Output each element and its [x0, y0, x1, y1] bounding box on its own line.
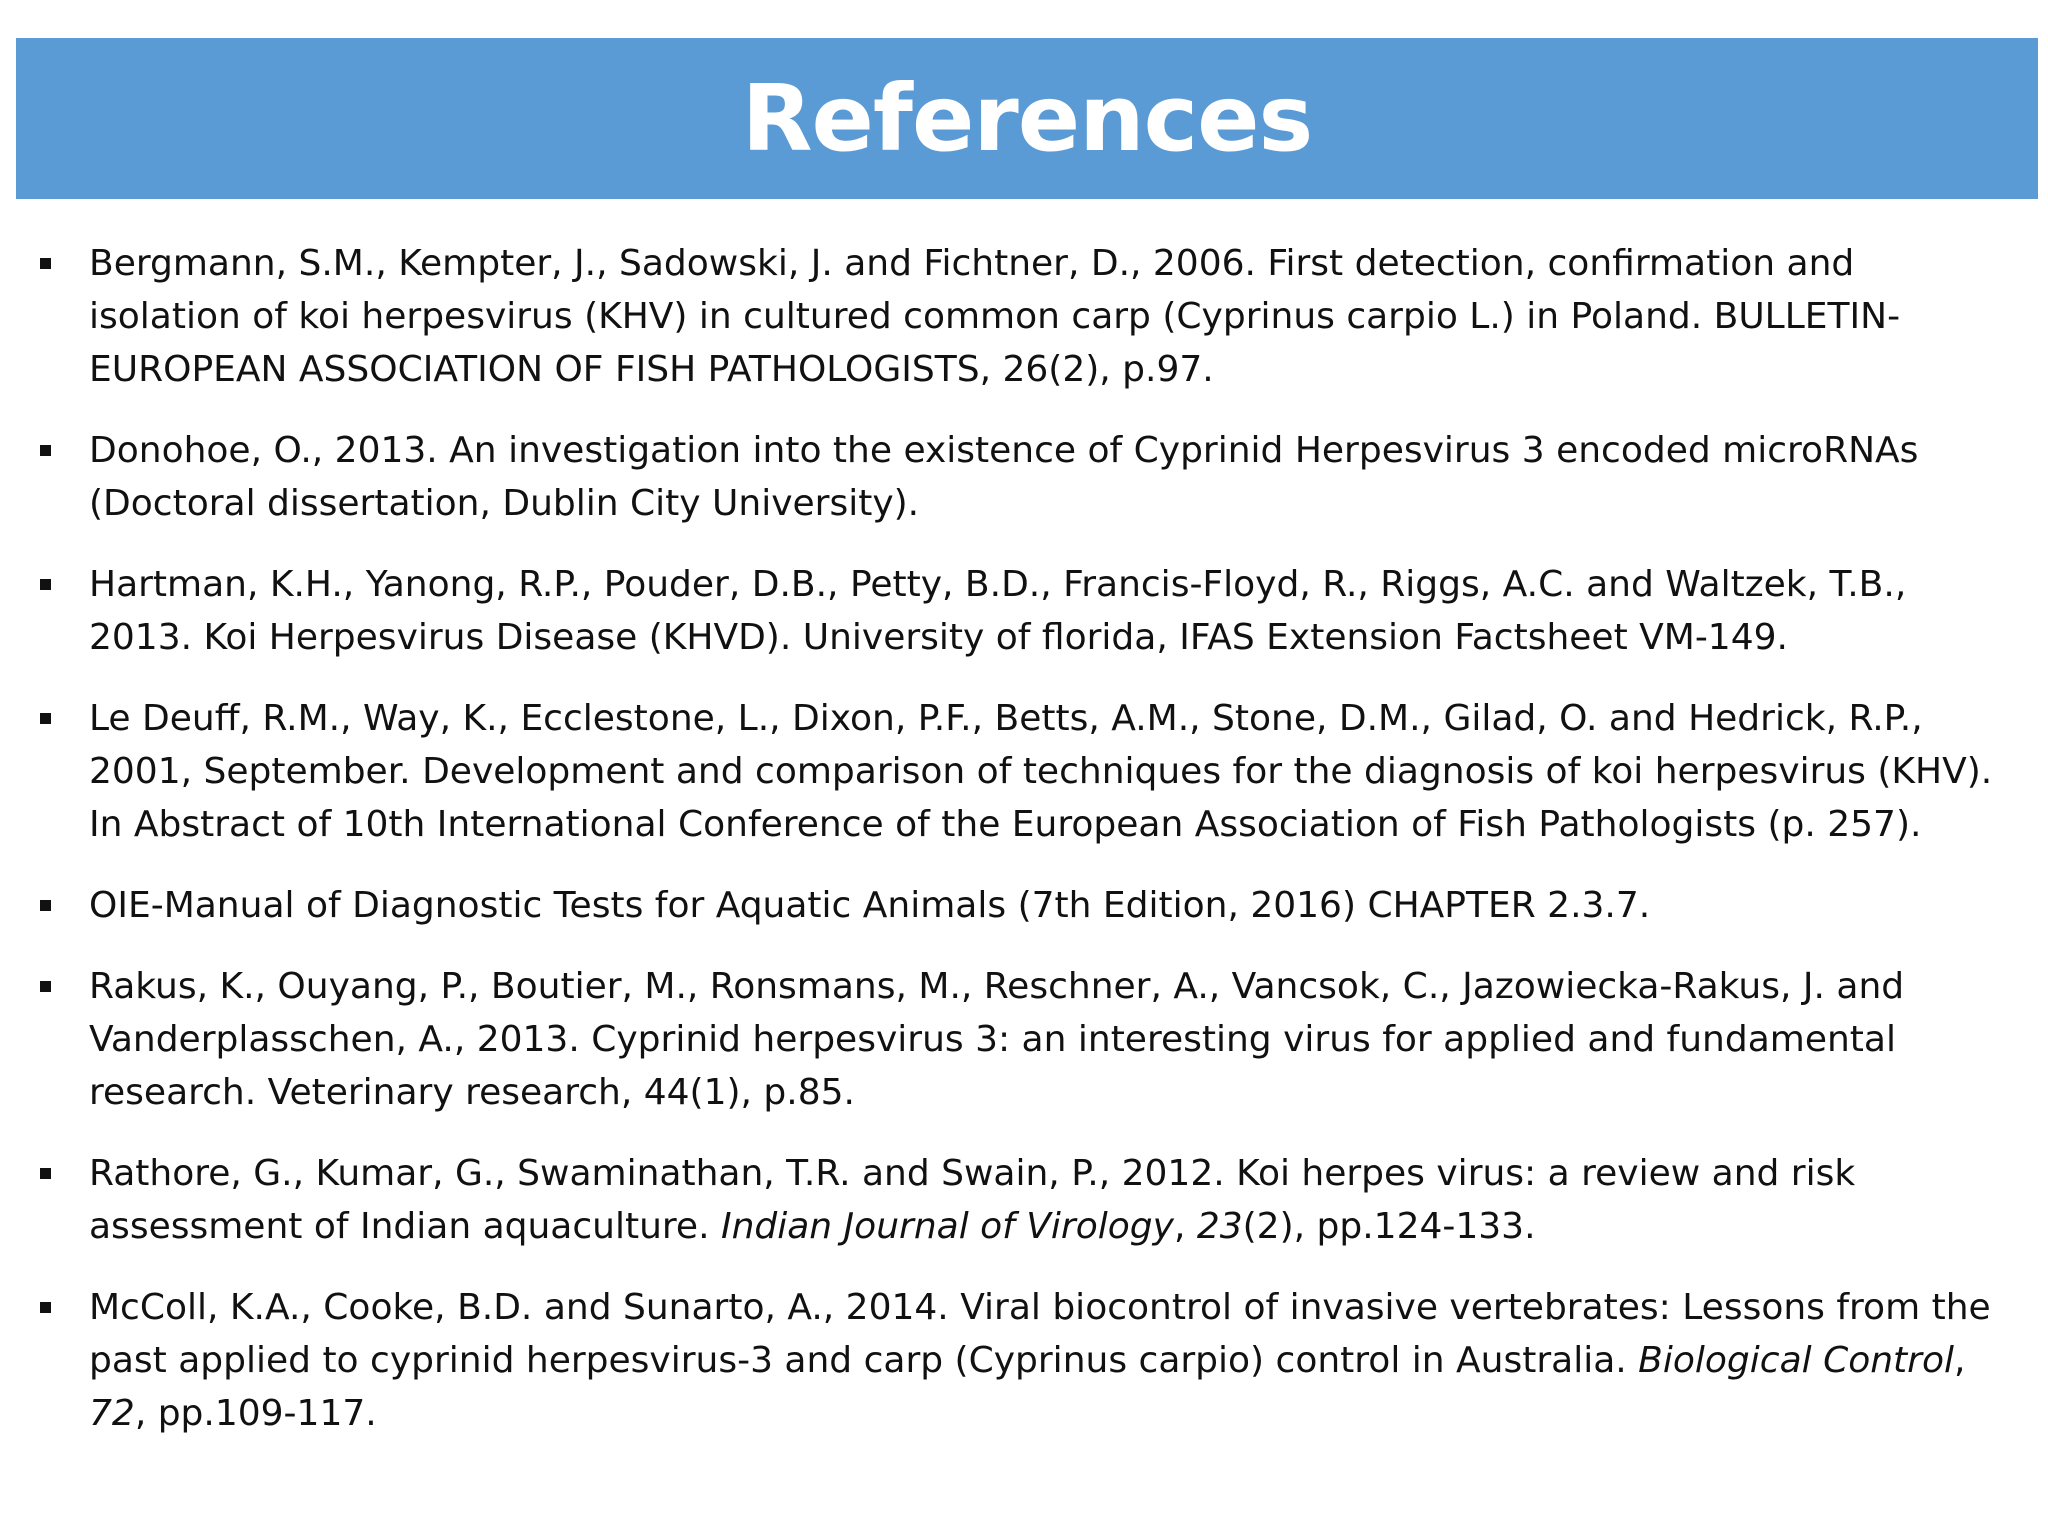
reference-text: OIE-Manual of Diagnostic Tests for Aquatic Animals (7th Edition, 2016) CHAPTER 2.3.7. [89, 885, 1651, 926]
square-bullet-icon [40, 445, 51, 456]
header-bar [16, 38, 2038, 199]
reference-item [40, 692, 2000, 851]
square-bullet-icon [40, 900, 51, 911]
reference-text: Hartman, K.H., Yanong, R.P., Pouder, D.B., Petty, B.D., Francis-Floyd, R., Riggs, A.C. and Waltzek, T.B., 2013. Koi Herpesvirus Disease (KHVD). University of florida, IFAS Extension Factsheet VM-149. [89, 564, 1907, 658]
square-bullet-icon [40, 981, 51, 992]
reference-separator: , [1954, 1340, 1966, 1381]
reference-item [40, 960, 2000, 1119]
square-bullet-icon [40, 1168, 51, 1179]
journal-name: Biological Control [1638, 1340, 1954, 1381]
reference-text-pre: McColl, K.A., Cooke, B.D. and Sunarto, A., 2014. Viral biocontrol of invasive vertebrates: Lessons from the past applied to cyprinid herpesvirus-3 and carp (Cyprinus carpio) control in Australia. [89, 1287, 1991, 1381]
page-title: References [741, 64, 1313, 172]
reference-text-post: , pp.109-117. [134, 1393, 377, 1434]
reference-text: Rakus, K., Ouyang, P., Boutier, M., Ronsmans, M., Reschner, A., Vancsok, C., Jazowiecka-Rakus, J. and Vanderplasschen, A., 2013. Cyprinid herpesvirus 3: an interesting virus for applied and fundamental research. Veterinary research, 44(1), p.85. [89, 966, 1905, 1113]
reference-item [40, 1281, 2000, 1440]
reference-item [40, 1147, 2000, 1253]
reference-separator: , [1173, 1206, 1197, 1247]
square-bullet-icon [40, 258, 51, 269]
journal-volume: 72 [89, 1393, 135, 1434]
journal-volume: 23 [1196, 1206, 1243, 1247]
square-bullet-icon [40, 579, 51, 590]
square-bullet-icon [40, 1302, 51, 1313]
reference-list [40, 237, 2000, 1468]
reference-text: Bergmann, S.M., Kempter, J., Sadowski, J. and Fichtner, D., 2006. First detection, confirmation and isolation of koi herpesvirus (KHV) in cultured common carp (Cyprinus carpio L.) in Poland. BULLETIN-EUROPEAN ASSOCIATION OF FISH PATHOLOGISTS, 26(2), p.97. [89, 243, 1901, 390]
reference-item [40, 424, 2000, 530]
reference-item [40, 879, 2000, 932]
reference-text: Le Deuff, R.M., Way, K., Ecclestone, L., Dixon, P.F., Betts, A.M., Stone, D.M., Gilad, O. and Hedrick, R.P., 2001, September. Development and comparison of techniques for the diagnosis of koi herpesvirus (KHV). In Abstract of 10th International Conference of the European Association of Fish Pathologists (p. 257). [89, 698, 1993, 845]
reference-text-pre: Rathore, G., Kumar, G., Swaminathan, T.R. and Swain, P., 2012. Koi herpes virus: a review and risk assessment of Indian aquaculture. [89, 1153, 1856, 1247]
reference-text: Donohoe, O., 2013. An investigation into the existence of Cyprinid Herpesvirus 3 encoded microRNAs (Doctoral dissertation, Dublin City University). [89, 430, 1919, 524]
journal-name: Indian Journal of Virology [720, 1206, 1174, 1247]
square-bullet-icon [40, 713, 51, 724]
reference-item [40, 237, 2000, 396]
reference-text-post: (2), pp.124-133. [1242, 1206, 1536, 1247]
reference-item [40, 558, 2000, 664]
